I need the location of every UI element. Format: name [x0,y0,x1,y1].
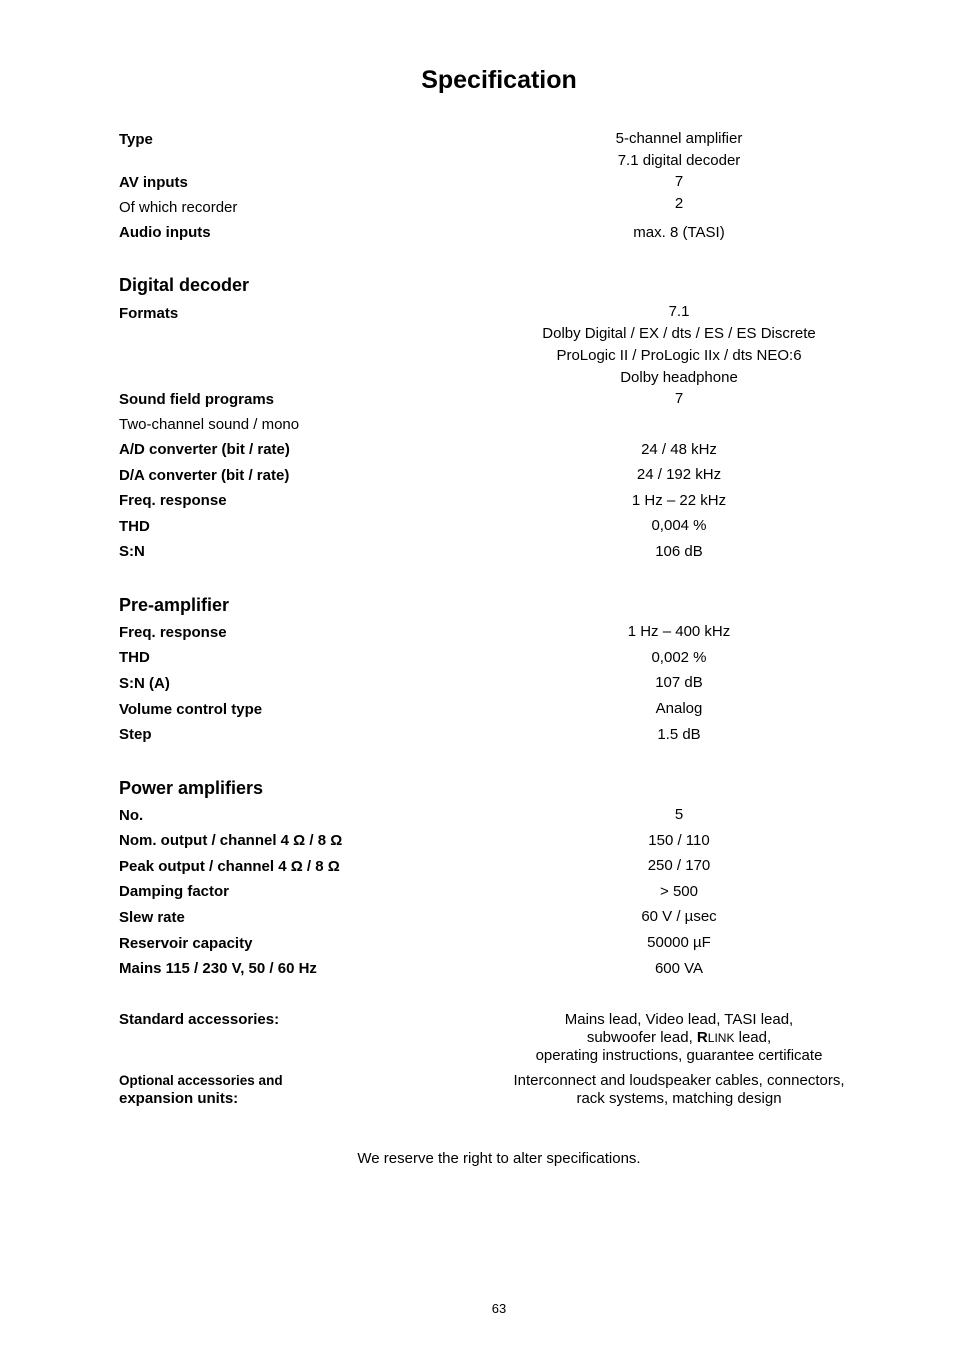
decoder-sn-label: S:N [119,543,145,560]
damping-factor-label: Damping factor [119,883,230,900]
volume-control-label: Volume control type [119,701,263,718]
decoder-sn-value: 106 dB [655,543,703,560]
formats-value: ProLogic II / ProLogic IIx / dts NEO:6 [556,347,802,364]
standard-accessories-text: lead, [734,1029,772,1046]
volume-control-value: Analog [655,700,703,717]
type-label: Type [119,131,153,148]
standard-accessories-line: Mains lead, Video lead, TASI lead, [564,1011,794,1028]
step-label: Step [119,726,152,743]
pre-sn-value: 107 dB [655,674,703,691]
nom-output-label: Nom. output / channel 4 Ω / 8 Ω [119,832,343,849]
pre-freq-label: Freq. response [119,624,227,641]
ad-converter-value: 24 / 48 kHz [641,441,717,458]
optional-accessories-line: Interconnect and loudspeaker cables, connectors, [513,1072,845,1089]
damping-factor-value: > 500 [660,883,698,900]
optional-accessories-line: rack systems, matching design [576,1090,782,1107]
pre-sn-label: S:N (A) [119,675,170,692]
decoder-freq-value: 1 Hz – 22 kHz [631,492,727,509]
formats-value: Dolby headphone [620,369,738,386]
mains-label: Mains 115 / 230 V, 50 / 60 Hz [119,960,317,977]
slew-rate-label: Slew rate [119,909,185,926]
type-value-2: 7.1 digital decoder [617,152,741,169]
formats-value: Dolby Digital / EX / dts / ES / ES Discrete [542,325,816,342]
power-amplifiers-heading: Power amplifiers [119,778,264,798]
ad-converter-label: A/D converter (bit / rate) [119,441,290,458]
mains-value: 600 VA [654,960,704,977]
digital-decoder-heading: Digital decoder [119,275,250,295]
rlink-r: R [696,1029,708,1046]
pre-freq-value: 1 Hz – 400 kHz [627,623,731,640]
decoder-thd-value: 0,004 % [651,517,707,534]
pre-amplifier-heading: Pre-amplifier [119,595,230,615]
type-value-1: 5-channel amplifier [615,130,743,147]
decoder-freq-label: Freq. response [119,492,227,509]
rlink-link: LINK [707,1031,735,1045]
audio-inputs-label: Audio inputs [119,224,211,241]
recorder-label: Of which recorder [119,199,238,216]
standard-accessories-line: operating instructions, guarantee certificate [535,1047,823,1064]
no-value: 5 [674,806,684,823]
audio-inputs-value: max. 8 (TASI) [633,224,725,241]
standard-accessories-line [479,1029,879,1048]
pre-thd-label: THD [119,649,150,666]
two-channel-label: Two-channel sound / mono [119,416,300,433]
step-value: 1.5 dB [657,726,701,743]
formats-label: Formats [119,305,179,322]
pre-thd-value: 0,002 % [651,649,707,666]
standard-accessories-label: Standard accessories: [119,1011,280,1028]
sound-field-label: Sound field programs [119,391,275,408]
reservoir-capacity-label: Reservoir capacity [119,935,253,952]
nom-output-value: 150 / 110 [648,832,710,849]
recorder-value: 2 [674,195,684,212]
peak-output-value: 250 / 170 [647,857,711,874]
optional-accessories-label: Optional accessories and [119,1073,283,1088]
standard-accessories-text: subwoofer lead, [586,1029,697,1046]
av-inputs-value: 7 [674,173,684,190]
sound-field-value: 7 [674,390,684,407]
da-converter-value: 24 / 192 kHz [636,466,722,483]
optional-accessories-label: expansion units: [119,1090,239,1107]
reserve-rights-note: We reserve the right to alter specifications. [357,1150,641,1167]
decoder-thd-label: THD [119,518,150,535]
page-title: Specification [421,66,577,94]
formats-value: 7.1 [668,303,690,320]
reservoir-capacity-value: 50000 µF [647,934,711,951]
peak-output-label: Peak output / channel 4 Ω / 8 Ω [119,858,340,875]
av-inputs-label: AV inputs [119,174,188,191]
slew-rate-value: 60 V / µsec [641,908,717,925]
no-label: No. [119,807,144,824]
page-number: 63 [491,1301,507,1316]
da-converter-label: D/A converter (bit / rate) [119,467,290,484]
